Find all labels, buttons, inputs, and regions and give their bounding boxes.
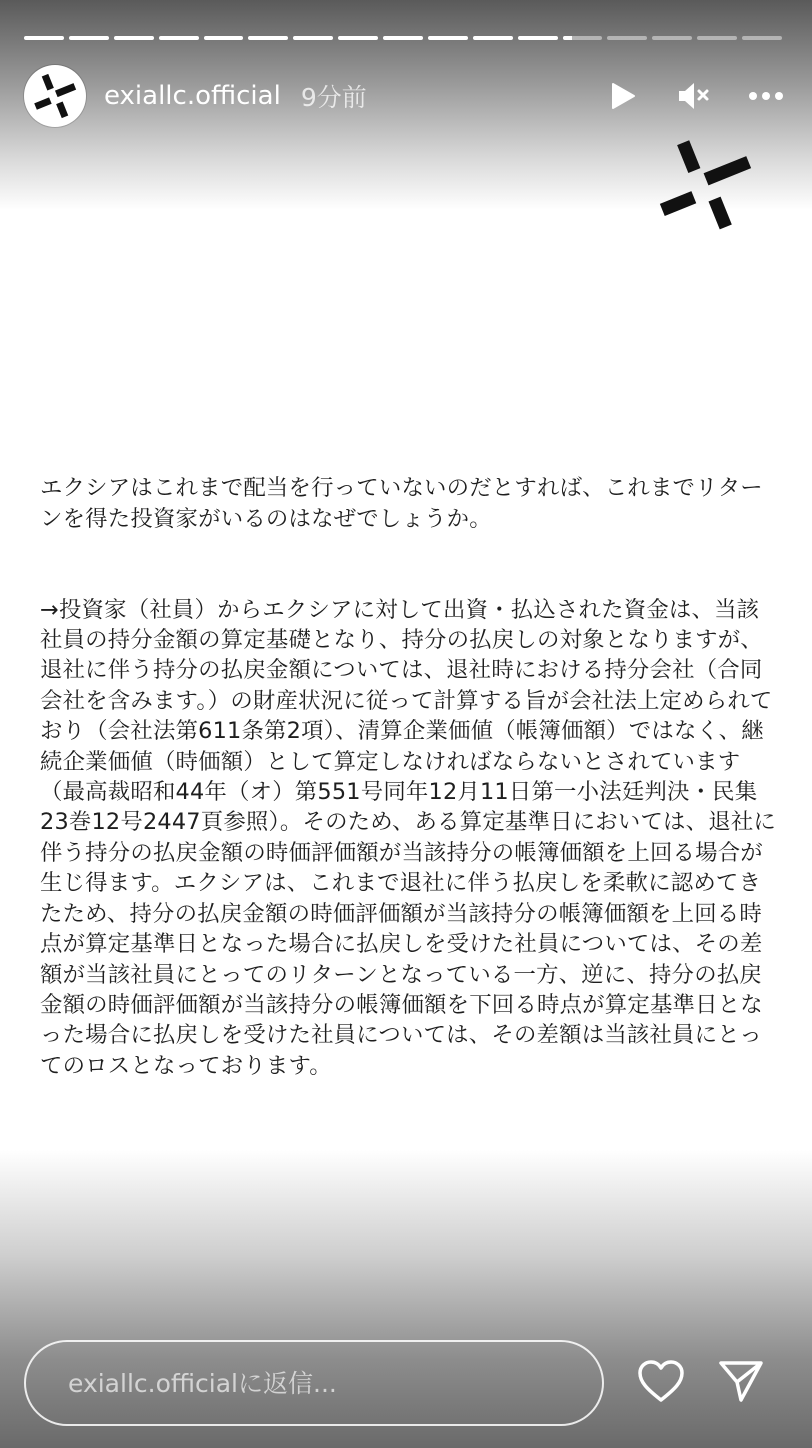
progress-fill: [293, 36, 333, 40]
progress-segment: [114, 36, 154, 40]
progress-segment: [697, 36, 737, 40]
send-button[interactable]: [716, 1356, 766, 1406]
heart-icon: [637, 1359, 685, 1403]
mute-icon: [677, 81, 711, 111]
progress-segment: [69, 36, 109, 40]
progress-segment: [563, 36, 603, 40]
progress-segment: [159, 36, 199, 40]
progress-fill: [473, 36, 513, 40]
exia-logo-icon: [30, 71, 80, 121]
question-paragraph: エクシアはこれまで配当を行っていないのだとすれば、これまでリターンを得た投資家がいるのはなぜでしょうか。: [40, 475, 763, 532]
more-options-button[interactable]: [744, 74, 788, 118]
story-text-content: [40, 443, 780, 1142]
progress-fill: [114, 36, 154, 40]
story-progress-bar: [24, 36, 782, 40]
story-controls: [600, 74, 788, 118]
progress-segment: [428, 36, 468, 40]
progress-segment: [742, 36, 782, 40]
progress-fill: [338, 36, 378, 40]
avatar[interactable]: [24, 65, 86, 127]
progress-fill: [159, 36, 199, 40]
progress-fill: [428, 36, 468, 40]
mute-button[interactable]: [672, 74, 716, 118]
play-button[interactable]: [600, 74, 644, 118]
progress-segment: [607, 36, 647, 40]
progress-fill: [24, 36, 64, 40]
story-header: [24, 64, 788, 128]
progress-segment: [473, 36, 513, 40]
exia-logo-large-icon: [652, 136, 756, 234]
progress-segment: [248, 36, 288, 40]
progress-fill: [383, 36, 423, 40]
send-icon: [717, 1358, 765, 1404]
progress-fill: [248, 36, 288, 40]
more-icon: [748, 91, 784, 101]
progress-segment: [204, 36, 244, 40]
progress-segment: [24, 36, 64, 40]
progress-segment: [652, 36, 692, 40]
reply-bar[interactable]: [24, 1340, 604, 1426]
progress-segment: [293, 36, 333, 40]
reply-input[interactable]: [66, 1368, 570, 1399]
progress-fill: [518, 36, 558, 40]
progress-segment: [383, 36, 423, 40]
username[interactable]: exiallc.official: [104, 81, 281, 111]
post-time: 9分前: [300, 83, 367, 112]
progress-fill: [204, 36, 244, 40]
progress-segment: [518, 36, 558, 40]
progress-fill: [563, 36, 573, 40]
like-button[interactable]: [636, 1356, 686, 1406]
progress-fill: [69, 36, 109, 40]
answer-paragraph: →投資家（社員）からエクシアに対して出資・払込された資金は、当該社員の持分金額の算定基礎となり、持分の払戻しの対象となりますが、退社に伴う持分の払戻金額については、退社時における持分会社（合同会社を含みます。）の財産状況に従って計算する旨が会社法上定められており（会社法第611条第2項）、清算企業価値（帳簿価額）ではなく、継続企業価値（時価額）として算定しなければならないとされています（最高裁昭和44年（オ）第551号同年12月11日第一小法廷判決・民集23巻12号2447頁参照）。そのため、ある算定基準日においては、退社に伴う持分の払戻金額の時価評価額が当該持分の帳簿価額を上回る場合が生じ得ます。エクシアは、これまで退社に伴う払戻しを柔軟に認めてきたため、持分の払戻金額の時価評価額が当該持分の帳簿価額を上回る時点が算定基準日となった場合に払戻しを受けた社員については、その差額が当該社員にとってのリターンとなっている一方、逆に、持分の払戻金額の時価評価額が当該持分の帳簿価額を下回る時点が算定基準日となった場合に払戻しを受けた社員については、その差額は当該社員にとってのロスとなっております。: [40, 596, 777, 1079]
play-icon: [607, 81, 637, 111]
progress-segment: [338, 36, 378, 40]
